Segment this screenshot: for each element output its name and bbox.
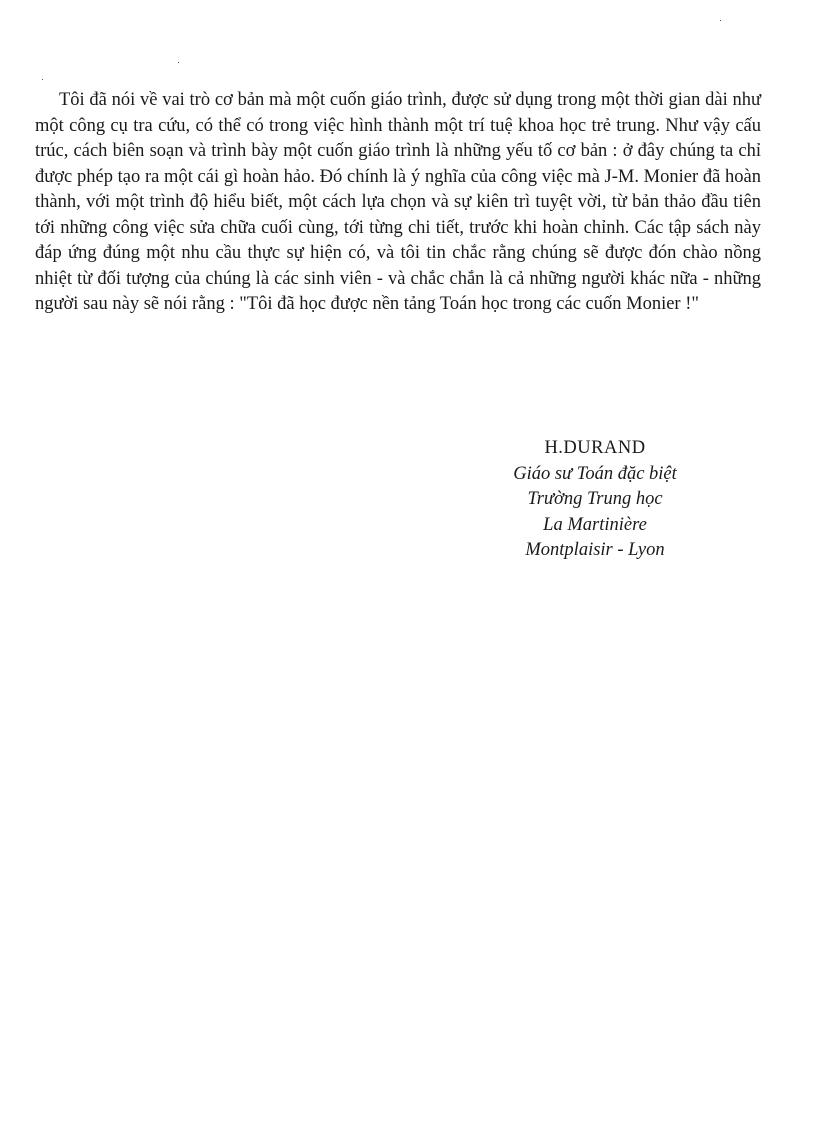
author-location: Montplaisir - Lyon <box>525 540 665 560</box>
author-title: Giáo sư Toán đặc biệt <box>513 463 677 484</box>
scan-speck <box>720 20 721 21</box>
author-institution: La Martinière <box>543 514 647 535</box>
body-paragraph: Tôi đã nói về vai trò cơ bản mà một cuốn giáo trình, được sử dụng trong một thời gian dài như một công cụ tra cứu, có thể có trong việc hình thành một trí tuệ khoa học trẻ trung. Như vậy cấu trúc, cách biên soạn và trình bày một cuốn giáo trình là những yếu tố cơ bản : ở đây chúng ta chỉ được phép tạo ra một cái gì hoàn hảo. Đó chính là ý nghĩa của công việc mà J-M. Monier đã hoàn thành, với một trình độ hiểu biết, một cách lựa chọn và sự kiên trì tuyệt vời, từ bản thảo đầu tiên tới những công việc sửa chữa cuối cùng, tới từng chi tiết, trước khi hoàn chỉnh. Các tập sách này đáp ứng đúng một nhu cầu thực sự hiện có, và tôi tin chắc rằng chúng sẽ được đón chào nồng nhiệt từ đối tượng của chúng là các sinh viên - và chắc chắn là cả những người khác nữa - những người sau này sẽ nói rằng : "Tôi đã học được nền tảng Toán học trong các cuốn Monier !" <box>35 90 761 314</box>
scan-speck <box>178 62 179 63</box>
scan-speck <box>42 79 43 80</box>
author-name: H.DURAND <box>544 438 646 458</box>
author-school: Trường Trung học <box>527 489 663 509</box>
signature-block <box>430 436 760 564</box>
